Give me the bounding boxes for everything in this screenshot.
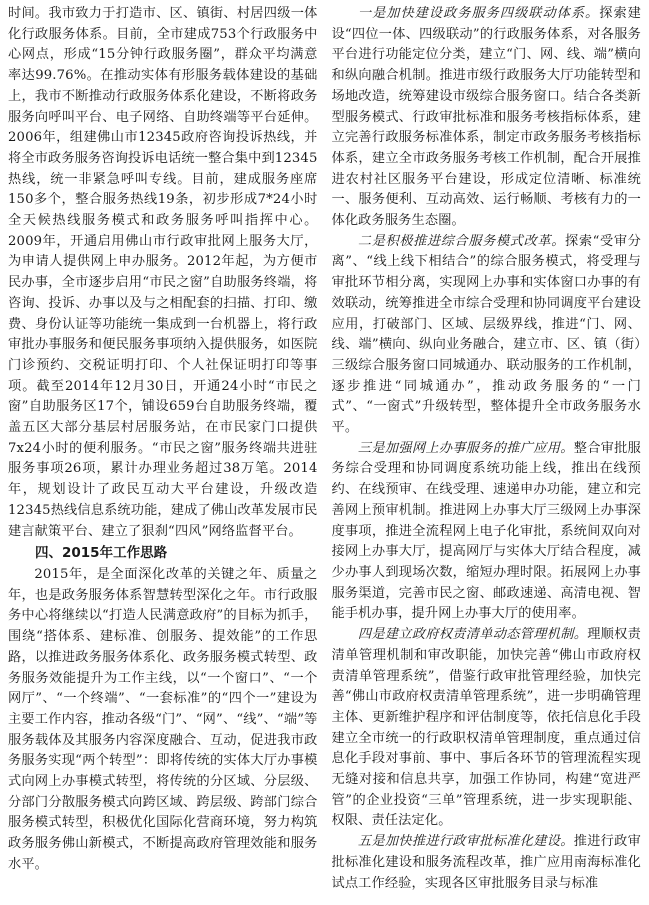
body-paragraph: 时间。我市致力于打造市、区、镇街、村居四级一体化行政服务体系。目前，全市建成753个行政服务中心网点，形成“15分钟行政服务圈”，群众平均满意率达99.76%。在推动实体有形服务载体建设的基础上，我市不断推动行政服务体系化建设，不断将政务服务向呼叫平台、电子网络、自助终端等平台延伸。2006年，组建佛山市12345政府咨询投诉热线，并将全市政务服务咨询投诉电话统一整合集中到12345热线，统一非紧急呼叫专线。目前，建成服务座席150多个，整合服务热线19条，初步形成7*24小时全天候热线服务模式和政务服务呼叫指挥中心。2009年，开通启用佛山市行政审批网上服务大厅，为申请人提供网上申办服务。2012年起，为方便市民办事，全市逐步启用“市民之窗”自助服务终端，将咨询、投诉、办事以及与之相配套的扫描、打印、缴费、身份认证等功能统一集成到一台机器上，将行政审批办事服务和便民服务事项纳入提供服务，如医院门诊预约、交税证明打印、个人社保证明打印等事项。截至2014年12月30日，开通24小时“市民之窗”自助服务区17个，铺设659台自助服务终端，覆盖五区大部分基层村居服务站，在市民家门口提供7x24小时的便利服务。“市民之窗”服务终端共进驻服务事项26项，累计办理业务超过38万笔。2014年，规划设计了政民互动大平台建设，升级改造12345热线信息系统功能，建成了佛山改革发展市民建言献策平台、建立了狠刹“四风”网络监督平台。	[8, 6, 318, 539]
item-body: 探索建设“四位一体、四级联动”的行政服务体系，对各服务平台进行功能定位分类，建立“门、网、线、端”横向和纵向融合机制。推进市级行政服务大厅功能转型和场地改造，统筹建设市级综合服务窗口。结合各类新型服务模式、行政审批标准和服务考核指标体系，建立完善行政服务标准体系，制定市政务服务考核指标体系，建立全市政务服务考核工作机制，配合开展推进农村社区服务平台建设，形成定位清晰、标准统一、服务便利、互动高效、运行畅顺、考核有力的一体化政务服务生态圈。	[331, 6, 641, 229]
item-lead: 一是加快建设政务服务四级联动体系。	[357, 6, 600, 21]
item-lead: 五是加快推进行政审批标准化建设。	[357, 834, 574, 850]
right-column	[332, 4, 642, 905]
left-column	[8, 4, 318, 905]
item-lead: 三是加强网上办事服务的推广应用。	[357, 440, 574, 456]
item-paragraph	[332, 832, 642, 894]
item-body: 整合审批服务综合受理和协同调度系统功能上线，推出在线预约、在线预审、在线受理、速递申办功能，建立和完善网上预审机制。推进网上办事大厅三级网上办事深度事项，推进全流程网上电子化审批，系统间双向对接网上办事大厅，提高网厅与实体大厅结合程度，减少办事人到现场次数，缩短办理时限。拓展网上办事服务渠道，完善市民之窗、邮政速递、高清电视、智能手机办事，提升网上办事大厅的使用率。	[331, 440, 641, 622]
item-body: 探索“受审分离”、“线上线下相结合”的综合服务模式，将受理与审批环节相分离，实现网上办事和实体窗口办事的有效联动，统筹推进全市综合受理和协同调度平台建设应用，打破部门、区域、层级界线，推进“门、网、线、端”横向、纵向业务融合，建立市、区、镇（街）三级综合服务窗口同城通办、联动服务的工作机制，逐步推进“同城通办”，推动政务服务的“一门式”、“一窗式”升级转型，整体提升全市政务服务水平。	[331, 233, 641, 436]
item-paragraph	[332, 439, 642, 625]
item-body: 推进行政审批标准化建设和服务流程改革，推广应用南海标准化试点工作经验，实现各区审批服务目录与标准	[331, 834, 641, 891]
item-lead: 四是建立政府权责清单动态管理机制。	[357, 627, 588, 643]
item-lead: 二是积极推进综合服务模式改革。	[357, 233, 566, 249]
item-paragraph	[332, 4, 642, 232]
item-paragraph	[332, 625, 642, 832]
item-paragraph	[332, 232, 642, 439]
body-paragraph: 2015年，是全面深化改革的关键之年、质量之年，也是政务服务体系智慧转型深化之年。市行政服务中心将继续以“打造人民满意政府”的目标为抓手，围绕“搭体系、建标准、创服务、提效能”的工作思路，以推进政务服务体系化、政务服务模式转型、政务服务效能提升为工作主线，以“一个窗口”、“一个网厅”、“一个终端”、“一套标准”的“四个一”建设为主要工作内容，推动各级“门”、“网”、“线”、“端”等服务载体及其服务内容深度融合、互动，促进我市政务服务实现“两个转型”：即将传统的实体大厅办事模式向网上办事模式转型，将传统的分区域、分层级、分部门分散服务模式向跨区域、跨层级、跨部门综合服务模式转型，积极优化国际化营商环境，努力构筑政务服务佛山新模式，不断提高政府管理效能和服务水平。	[8, 566, 318, 872]
item-body: 理顺权责清单管理机制和审改职能，加快完善“佛山市政府权责清单管理系统”，借鉴行政审批管理经验，加快完善“佛山市政府权责清单管理系统”，进一步明确管理主体、更新维护程序和评估制度等，依托信息化手段建立全市统一的行政职权清单管理制度，重点通过信息化手段对事前、事中、事后各环节的管理流程实现无缝对接和信息共享，加强工作协同，构建“宽进严管”的企业投资“三单”管理系统，进一步实现职能、权限、责任法定化。	[331, 627, 641, 829]
section-heading: 四、2015年工作思路	[35, 545, 168, 562]
